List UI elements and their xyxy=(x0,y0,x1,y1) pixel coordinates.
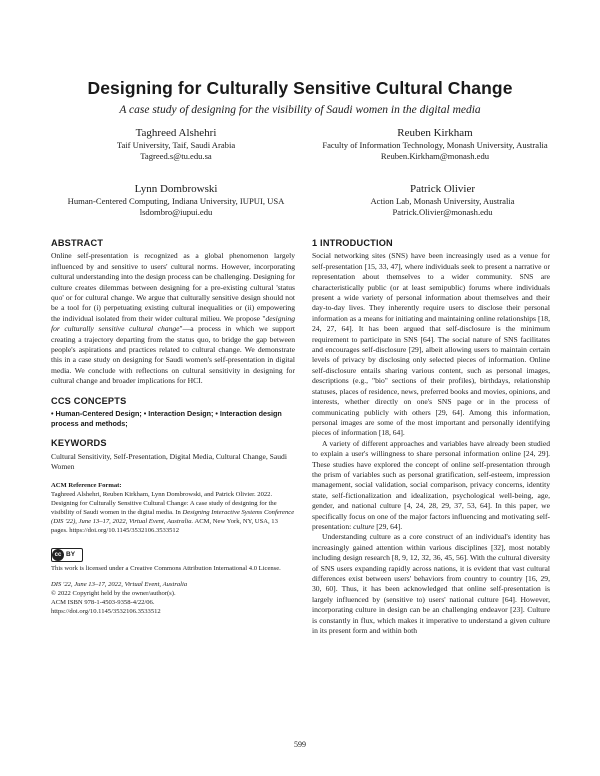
author-email[interactable]: Tagreed.s@tu.edu.sa xyxy=(140,151,212,161)
paper-subtitle: A case study of designing for the visibility of Saudi women in the digital media xyxy=(119,104,481,116)
page-number: 599 xyxy=(294,740,306,749)
intro-paragraph-2: A variety of different approaches and variables have already been studied to explain a user's willingness to share personal information online [24, 29]. These studies have explored the concept of online self-presentation through the prism of variables such as personal gratification, self-esteem, impression management, social validation, social comparison, privacy concerns, identity state, self-fictionalization and idealization, psychological well-being, age, gender, and national culture [4, 24, 28, 29, 37, 53, 64]. In this paper, we specifically focus on one of the major factors influencing and motivating self-presentation: culture [29, 64]. xyxy=(312,438,550,531)
author-name: Patrick Olivier xyxy=(409,183,476,195)
author-block xyxy=(56,182,296,218)
author-email[interactable]: Patrick.Olivier@monash.edu xyxy=(392,207,493,217)
doi-link[interactable]: https://doi.org/10.1145/3532106.3533512 xyxy=(51,608,161,616)
ccs-concepts-heading: CCS CONCEPTS xyxy=(51,395,127,406)
acm-reference-label: ACM Reference Format: xyxy=(51,482,122,490)
acm-reference: ACM Reference Format: Taghreed Alshehri, Reuben Kirkham, Lynn Dombrowski, and Patrick Olivier. 2022. Designing for Culturally Sensitive Cultural Change: A case study of designing for the visibility of Saudi women in the digital media. In Designing Interactive Systems Conference (DIS '22), June 13–17, 2022, Virtual Event, Australia. ACM, New York, NY, USA, 13 pages. https://doi.org/10.1145/3532106.3533512 xyxy=(51,482,295,535)
cc-icon: cc xyxy=(52,549,64,561)
author-name: Taghreed Alshehri xyxy=(135,127,217,139)
intro-paragraph-3: Understanding culture as a core construct of an individual's identity has increasingly gained attention within various disciplines [32], most notably including design research [8, 9, 12, 32, 36, 45, 56]. With the cultural diversity of SNS users expanding rapidly across nations, it is evident that vast cultural differences exist between users' behaviors from country to country [16, 29, 30, 60]. Thus, it has been acknowledged that online self-presentation is largely influenced by (sensitive to) users' national culture [64]. However, incorporating culture in design can be an challenging endeavor [23]. Culture is constantly in flux, which makes it imperative to understand a given culture in its present form and within both xyxy=(312,532,550,636)
author-block xyxy=(335,182,550,218)
author-name: Lynn Dombrowski xyxy=(134,183,218,195)
cc-by-icon: BY xyxy=(66,551,76,559)
creative-commons-logo[interactable] xyxy=(51,548,83,562)
ccs-concepts-text: • Human-Centered Design; • Interaction Design; • Interaction design process and methods; xyxy=(51,409,282,429)
abstract-heading: ABSTRACT xyxy=(51,238,104,248)
paper-title: Designing for Culturally Sensitive Cultural Change xyxy=(87,78,513,98)
copyright-block: DIS '22, June 13–17, 2022, Virtual Event, Australia © 2022 Copyright held by the owner/author(s). ACM ISBN 978-1-4503-9358-4/22/06. https://doi.org/10.1145/3532106.3533512 xyxy=(51,581,188,616)
author-affiliation: Faculty of Information Technology, Monash University, Australia xyxy=(322,140,548,150)
abstract-text: Online self-presentation is recognized as a global phenomenon largely influenced by and sensitive to users' cultural norms. However, incorporating cultural understanding into the design process can be challenging. Designing for culture creates dilemmas between designing for a pre-existing cultural 'status quo' or for cultural change. We argue that culturally sensitive design should not be a tool for (i) perpetuating existing cultural inequalities or (ii) empowering the individual isolated from their wider cultural milieu. We propose "designing for culturally sensitive cultural change"—a process in which we support creating a trajectory departing from the status quo, to bridge the gap between people's aspirations and practices related to cultural change. We demonstrate this in a case study on designing for Saudi women's self-presentation in digital media. We conclude with reflections on cultural sensitivity in designing for cultural change and broader implications for HCI. xyxy=(51,251,295,386)
author-block xyxy=(305,126,565,162)
keywords-heading: KEYWORDS xyxy=(51,438,107,449)
author-affiliation: Taif University, Taif, Saudi Arabia xyxy=(116,140,236,150)
author-email[interactable]: lsdombro@iupui.edu xyxy=(139,207,213,217)
author-affiliation: Action Lab, Monash University, Australia xyxy=(370,196,515,206)
author-block xyxy=(66,126,286,162)
intro-paragraph-1: Social networking sites (SNS) have been increasingly used as a venue for self-presentation [15, 33, 47], where individuals seek to present a narrative or representation about themselves to a wider community. SNS are characteristically public (or at least semipublic) forums where individuals present a wide variety of personal information about themselves and their day-to-day lives. They inherently require users to disclose their personal information as a means for initiating and maintaining online relationships [18, 24, 27, 64]. It has been argued that self-disclosure is the minimum requirement to participate in SNS [64]. The social nature of SNS facilitates and encourages self-disclosure [29], albeit allowing users to maintain certain levels of privacy by disclosing only selected pieces of information. Online self-disclosure entails sharing various content, such as personal images, descriptions (e.g., "bio" sections of their profiles), birthdays, relationship statuses, places of residence, news, preferred books and movies, opinions, and interests, whether directly on one's SNS page or in the process of communicating publicly with others [29, 64]. Among this information, personal images are some of the most important and personally identifying pieces of information [18, 64]. xyxy=(312,251,550,438)
keywords-text: Cultural Sensitivity, Self-Presentation, Digital Media, Cultural Change, Saudi Women xyxy=(51,451,287,471)
left-column xyxy=(51,238,295,616)
right-column xyxy=(312,238,550,636)
author-affiliation: Human-Centered Computing, Indiana University, IUPUI, USA xyxy=(67,196,285,206)
license-text: This work is licensed under a Creative Commons Attribution International 4.0 License. xyxy=(51,565,281,573)
introduction-heading: 1 INTRODUCTION xyxy=(312,238,393,248)
author-name: Reuben Kirkham xyxy=(397,127,473,139)
author-email[interactable]: Reuben.Kirkham@monash.edu xyxy=(380,151,490,161)
conference-line: DIS '22, June 13–17, 2022, Virtual Event, Australia xyxy=(51,581,188,589)
